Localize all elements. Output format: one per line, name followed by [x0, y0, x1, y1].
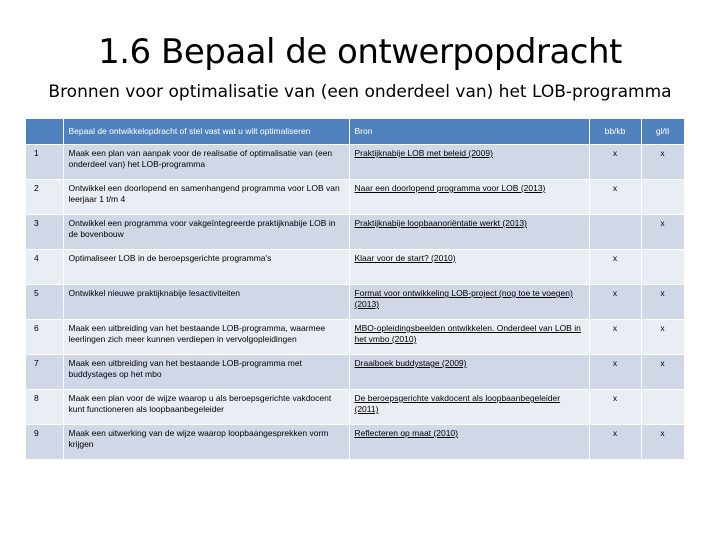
- row-number: 1: [26, 145, 63, 180]
- bbkb-mark: x: [589, 355, 641, 390]
- bbkb-mark: x: [589, 180, 641, 215]
- table-row: [26, 215, 684, 250]
- table-row: [26, 250, 684, 285]
- row-number: 3: [26, 215, 63, 250]
- source-link[interactable]: MBO-opleidingsbeelden ontwikkelen. Onderdeel van LOB in het vmbo (2010): [349, 320, 589, 355]
- row-number: 6: [26, 320, 63, 355]
- row-number: 7: [26, 355, 63, 390]
- row-task: Ontwikkel een programma voor vakgeïntegreerde praktijknabije LOB in de bovenbouw: [63, 215, 349, 250]
- row-task: Maak een plan van aanpak voor de realisatie of optimalisatie van (een onderdeel van) het LOB-programma: [63, 145, 349, 180]
- gltl-mark: [641, 250, 684, 285]
- gltl-mark: [641, 390, 684, 425]
- header-gltl: gl/tl: [641, 119, 684, 145]
- row-number: 2: [26, 180, 63, 215]
- row-number: 9: [26, 425, 63, 460]
- bbkb-mark: x: [589, 285, 641, 320]
- gltl-mark: x: [641, 145, 684, 180]
- gltl-mark: x: [641, 215, 684, 250]
- row-task: Maak een uitbreiding van het bestaande LOB-programma, waarmee leerlingen zich meer kunnen verdiepen in vervolgopleidingen: [63, 320, 349, 355]
- header-task: Bepaal de ontwikkelopdracht of stel vast wat u wilt optimaliseren: [63, 119, 349, 145]
- header-source: Bron: [349, 119, 589, 145]
- table-row: [26, 285, 684, 320]
- header-number: [26, 119, 63, 145]
- table-row: [26, 355, 684, 390]
- table-header-row: [26, 119, 684, 145]
- row-task: Ontwikkel een doorlopend en samenhangend programma voor LOB van leerjaar 1 t/m 4: [63, 180, 349, 215]
- table-row: [26, 145, 684, 180]
- source-link[interactable]: Praktijknabije loopbaanoriëntatie werkt (2013): [349, 215, 589, 250]
- bbkb-mark: x: [589, 390, 641, 425]
- row-number: 4: [26, 250, 63, 285]
- row-task: Maak een plan voor de wijze waarop u als beroepsgerichte vakdocent kunt functioneren als loopbaanbegeleider: [63, 390, 349, 425]
- row-task: Optimaliseer LOB in de beroepsgerichte programma's: [63, 250, 349, 285]
- bbkb-mark: x: [589, 425, 641, 460]
- bbkb-mark: x: [589, 145, 641, 180]
- gltl-mark: x: [641, 285, 684, 320]
- gltl-mark: [641, 180, 684, 215]
- bbkb-mark: x: [589, 250, 641, 285]
- slide-subtitle: Bronnen voor optimalisatie van (een onderdeel van) het LOB-programma: [48, 82, 672, 102]
- sources-table: [26, 119, 685, 460]
- gltl-mark: x: [641, 320, 684, 355]
- slide-title: 1.6 Bepaal de ontwerpopdracht: [98, 32, 622, 72]
- table-row: [26, 425, 684, 460]
- source-link[interactable]: Reflecteren op maat (2010): [349, 425, 589, 460]
- row-task: Maak een uitwerking van de wijze waarop loopbaangesprekken vorm krijgen: [63, 425, 349, 460]
- source-link[interactable]: De beroepsgerichte vakdocent als loopbaanbegeleider (2011): [349, 390, 589, 425]
- header-bbkb: bb/kb: [589, 119, 641, 145]
- source-link[interactable]: Praktijknabije LOB met beleid (2009): [349, 145, 589, 180]
- bbkb-mark: x: [589, 320, 641, 355]
- gltl-mark: x: [641, 425, 684, 460]
- bbkb-mark: [589, 215, 641, 250]
- source-link[interactable]: Format voor ontwikkeling LOB-project (nog toe te voegen) (2013): [349, 285, 589, 320]
- table-row: [26, 320, 684, 355]
- gltl-mark: x: [641, 355, 684, 390]
- table-row: [26, 180, 684, 215]
- row-task: Ontwikkel nieuwe praktijknabije lesactiviteiten: [63, 285, 349, 320]
- source-link[interactable]: Draaiboek buddystage (2009): [349, 355, 589, 390]
- source-link[interactable]: Naar een doorlopend programma voor LOB (2013): [349, 180, 589, 215]
- source-link[interactable]: Klaar voor de start? (2010): [349, 250, 589, 285]
- row-task: Maak een uitbreiding van het bestaande LOB-programma met buddystages op het mbo: [63, 355, 349, 390]
- row-number: 5: [26, 285, 63, 320]
- row-number: 8: [26, 390, 63, 425]
- table-row: [26, 390, 684, 425]
